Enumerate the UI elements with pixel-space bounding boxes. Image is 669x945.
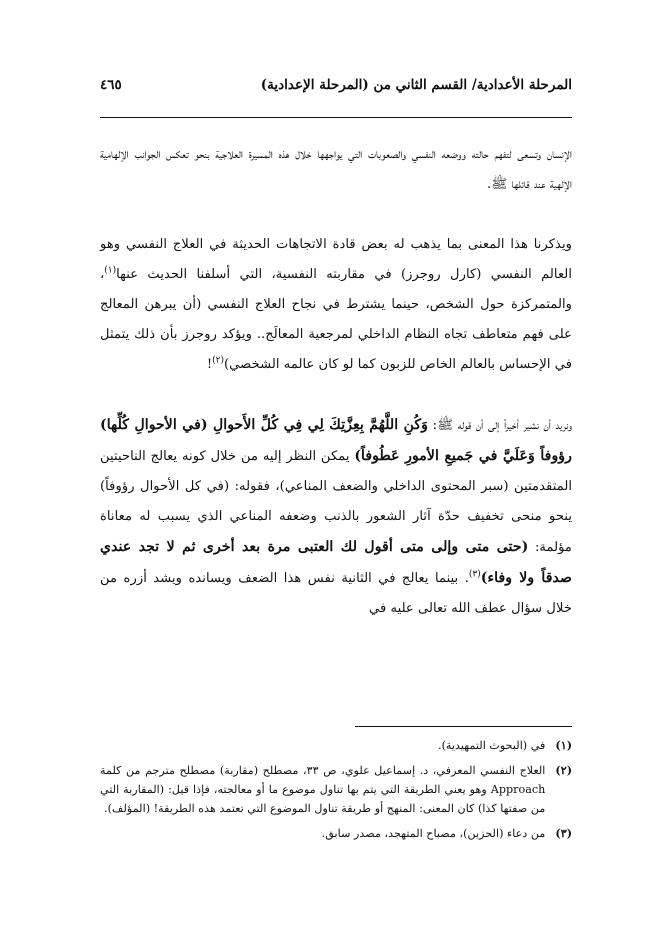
- paragraph-3: [100, 410, 572, 624]
- header-divider: [100, 117, 572, 118]
- footnote-item: [100, 736, 572, 755]
- footnote-ref-2: (٢): [212, 355, 225, 366]
- page-header: [100, 70, 572, 100]
- paragraph-2-part-c: !: [206, 357, 213, 372]
- supplication-quote-1: وَكُنِ اللَّهُمَّ بِعِزَّتِكَ لِي فِي كُلِّ الأَحوالِ (في الأحوالِ كُلِّها) رؤوفاً وَعَلَيَّ في جَميعِ الأمورِ عَطُوفاً): [100, 417, 572, 464]
- footnote-ref-3: (٣): [468, 569, 481, 580]
- footnote-text: العلاج النفسي المعرفي، د. إسماعيل علوي، ص ٣٣، مصطلح (مقاربة) مصطلح مترجم من كلمة Approach وهو يعني الطريقة التي يتم بها تناول موضوع ما أو معالجته، فإذا قيل: (المقاربة التي من صفتها كذا) كان المعنى: المنهج أو طريقة تناول الموضوع التي تعتمد هذه الطريقة! (المؤلف).: [100, 764, 546, 815]
- paragraph-2: [100, 230, 572, 380]
- footnote-text: في (البحوث التمهيدية).: [438, 739, 546, 752]
- paragraph-1: الإنسان وتسعى لتفهم حالته ووضعه النفسي والصعوبات التي يواجهها خلال هذه المسيرة العلاجية بنحو تعكس الجوانب الإلهامية الإلهية عند قائلها ﷺ.: [100, 147, 572, 192]
- footnote-item: [100, 824, 572, 843]
- footnote-text: من دعاء (الحزين)، مصباح المتهجد، مصدر سابق.: [321, 827, 546, 840]
- footnotes: [100, 736, 572, 849]
- footnote-number: (١): [555, 738, 572, 752]
- footnote-item: [100, 761, 572, 818]
- paragraph-2-part-a: ويذكرنا هذا المعنى بما يذهب له بعض قادة الاتجاهات الحديثة في العلاج النفسي وهو العالم النفسي (كارل روجرز) في مقاربته النفسية، التي أسلفنا الحديث عنها: [100, 237, 572, 282]
- footnote-number: (٣): [555, 826, 572, 840]
- paragraph-3-part-b: يمكن النظر إليه من خلال كونه يعالج الناحيتين المتقدمتين (سبر المحتوى الداخلي والضعف المناعي)، فقوله: (في كل الأحوال رؤوفاً) ينحو منحى تخفيف حدّة آثار الشعور بالذنب وضعفه المناعي الذي يسبب له معاناة مؤلمة:: [100, 449, 572, 555]
- running-title: المرحلة الأعدادية/ القسم الثاني من (المرحلة الإعدادية): [260, 77, 572, 93]
- footnote-divider: [355, 726, 572, 727]
- paragraph-3-part-c: . بينما يعالج في الثانية نفس هذا الضعف ويسانده ويشد أزره من خلال سؤال عطف الله تعالى عليه في: [100, 571, 572, 616]
- paragraph-2-part-b: ، والمتمركزة حول الشخص، حينما يشترط في نجاح العلاج النفسي (أن يبرهن المعالج على فهم متعاطف تجاه النظام الداخلي لمرجعية المعالَج.. ويؤكد روجرز بأن ذلك يتمثل في الإحساس بالعالم الخاص للزبون كما لو كان عالمه الشخصي): [100, 267, 572, 372]
- footnote-ref-1: (١): [104, 265, 117, 276]
- page-number: ٤٦٥: [100, 77, 122, 93]
- paragraph-3-part-a: ونريد أن نشير أخيراً إلى أن قوله ﷺ:: [428, 418, 572, 433]
- footnote-number: (٢): [555, 763, 572, 777]
- supplication-quote-2: (حتى متى وإلى متى أقول لك العتبى مرة بعد أخرى ثم لا تجد عندي صدقاً ولا وفاء): [100, 539, 573, 586]
- main-text: [100, 140, 572, 624]
